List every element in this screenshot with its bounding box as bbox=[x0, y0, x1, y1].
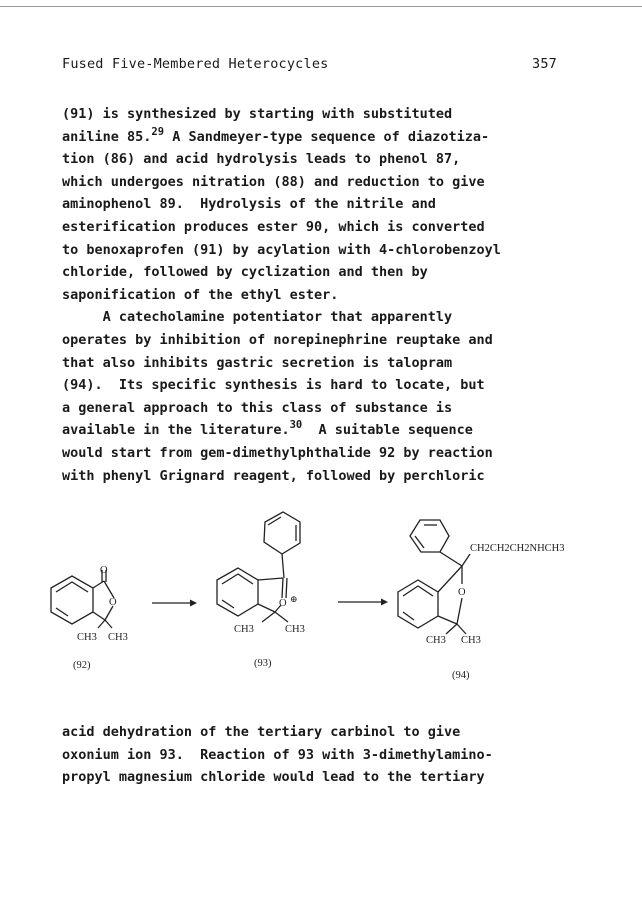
compound-label-93: (93) bbox=[254, 658, 272, 669]
compound-label-94: (94) bbox=[452, 670, 470, 681]
atom-o-ring: O bbox=[109, 597, 117, 608]
page-number: 357 bbox=[532, 56, 557, 72]
text-line: operates by inhibition of norepinephrine reuptake and bbox=[62, 331, 493, 348]
methyl-label: CH3 bbox=[285, 624, 305, 635]
positive-charge: ⊕ bbox=[290, 594, 298, 604]
methyl-label: CH3 bbox=[234, 624, 254, 635]
text-line: available in the literature.$^{30}$ A suitable sequence bbox=[62, 419, 473, 439]
running-header: Fused Five-Membered Heterocycles bbox=[62, 56, 329, 72]
methyl-label: CH3 bbox=[426, 635, 446, 646]
text-line: acid dehydration of the tertiary carbinol to give bbox=[62, 724, 461, 740]
methyl-label: CH3 bbox=[461, 635, 481, 646]
text-line: tion (86) and acid hydrolysis leads to phenol 87, bbox=[62, 151, 461, 168]
footnote-ref-30: 30 bbox=[289, 419, 303, 432]
text-line: with phenyl Grignard reagent, followed by perchloric bbox=[62, 467, 485, 484]
text-line: which undergoes nitration (88) and reduction to give bbox=[62, 173, 485, 190]
paragraph-3 bbox=[62, 721, 582, 789]
compound-92-structure bbox=[51, 570, 114, 628]
text-line: to benoxaprofen (91) by acylation with 4-chlorobenzoyl bbox=[62, 241, 501, 258]
text-line: (91) is synthesized by starting with substituted bbox=[62, 106, 453, 122]
text-line: saponification of the ethyl ester. bbox=[62, 286, 339, 303]
compound-label-92: (92) bbox=[73, 660, 91, 671]
text-line: propyl magnesium chloride would lead to the tertiary bbox=[62, 769, 485, 786]
text-line: a general approach to this class of substance is bbox=[62, 399, 453, 416]
text-line: chloride, followed by cyclization and then by bbox=[62, 264, 428, 281]
atom-o-plus: O bbox=[279, 598, 287, 609]
compound-93-structure bbox=[217, 512, 300, 622]
text-line: that also inhibits gastric secretion is talopram bbox=[62, 354, 453, 371]
top-rule bbox=[0, 6, 642, 7]
reaction-scheme bbox=[0, 510, 642, 700]
methyl-label: CH3 bbox=[77, 632, 97, 643]
text-line: esterification produces ester 90, which is converted bbox=[62, 218, 485, 235]
text-line: aniline 85.29 A Sandmeyer-type sequence of diazotiza- bbox=[62, 125, 490, 145]
text-line: oxonium ion 93. Reaction of 93 with 3-dimethylamino- bbox=[62, 746, 493, 763]
compound-94-structure bbox=[398, 520, 470, 634]
text-line: A catecholamine potentiator that apparently bbox=[62, 309, 453, 326]
text-line: (94). Its specific synthesis is hard to locate, but bbox=[62, 377, 485, 394]
text-line: would start from gem-dimethylphthalide 92 by reaction bbox=[62, 444, 493, 461]
paragraph-1 bbox=[62, 103, 582, 487]
methyl-label: CH3 bbox=[108, 632, 128, 643]
atom-o-carbonyl: O bbox=[100, 565, 108, 576]
atom-o-ring: O bbox=[458, 587, 466, 598]
footnote-ref-29: 29 bbox=[151, 125, 165, 138]
text-line: aminophenol 89. Hydrolysis of the nitrile and bbox=[62, 196, 436, 213]
side-chain-label: CH2CH2CH2NHCH3 bbox=[470, 543, 565, 554]
